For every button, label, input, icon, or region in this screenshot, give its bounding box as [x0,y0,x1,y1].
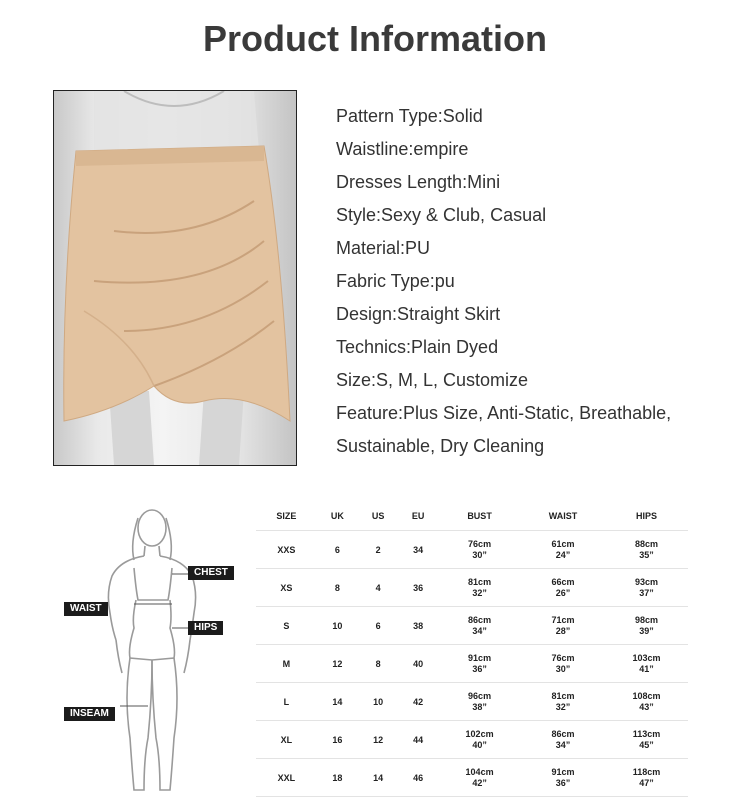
cell-us: 4 [358,569,398,607]
cell-bust-in: 42” [472,777,487,788]
cell-bust-in: 34” [472,625,487,636]
spec-size: Size:S, M, L, Customize [336,370,529,390]
cell-eu: 38 [398,607,438,645]
cell-uk: 10 [317,607,358,645]
cell-waist-cm: 91cm [551,766,575,777]
cell-waist [521,607,605,645]
cell-hips [605,531,688,569]
header-eu: EU [411,511,425,521]
spec-style: Style:Sexy & Club, Casual [336,205,547,225]
cell-size: XXS [256,531,317,569]
cell-waist-in: 34” [555,739,571,750]
cell-hips-cm: 88cm [635,538,659,549]
cell-size: XXL [256,759,317,797]
header-waist: WAIST [548,511,578,521]
cell-hips-in: 37” [639,587,654,598]
cell-bust [438,607,521,645]
spec-waistline: Waistline:empire [336,139,469,159]
cell-size: XS [256,569,317,607]
cell-bust [438,531,521,569]
cell-waist-cm: 81cm [551,690,575,701]
cell-waist [521,569,605,607]
cell-bust-cm: 81cm [468,576,492,587]
cell-eu: 40 [398,645,438,683]
cell-hips-in: 39” [639,625,654,636]
cell-hips-in: 45” [639,739,654,750]
size-chart-header-row [256,502,688,531]
cell-waist-in: 24” [555,549,571,560]
cell-hips [605,683,688,721]
cell-bust-cm: 91cm [468,652,492,663]
cell-bust [438,759,521,797]
cell-eu: 36 [398,569,438,607]
cell-uk: 8 [317,569,358,607]
waist-label: WAIST [64,602,108,616]
inseam-label: INSEAM [64,707,115,721]
cell-uk: 6 [317,531,358,569]
cell-waist-cm: 66cm [551,576,575,587]
cell-hips-cm: 108cm [632,690,661,701]
cell-waist [521,683,605,721]
header-bust: BUST [467,511,492,521]
cell-hips-cm: 93cm [635,576,659,587]
cell-size: L [256,683,317,721]
cell-uk: 14 [317,683,358,721]
cell-hips [605,607,688,645]
cell-hips-cm: 98cm [635,614,659,625]
header-uk: UK [330,511,344,521]
page-title: Product Information [203,18,547,59]
cell-waist-cm: 86cm [551,728,575,739]
cell-waist [521,531,605,569]
cell-waist [521,645,605,683]
table-row [256,721,688,759]
cell-bust [438,569,521,607]
table-row [256,645,688,683]
table-row [256,569,688,607]
cell-hips-in: 41” [639,663,654,674]
cell-size: M [256,645,317,683]
cell-bust-cm: 76cm [468,538,492,549]
cell-us: 2 [358,531,398,569]
cell-bust-in: 40” [472,739,487,750]
cell-bust-cm: 104cm [465,766,494,777]
cell-waist-in: 30” [555,663,571,674]
cell-hips-cm: 118cm [632,766,661,777]
cell-hips-in: 47” [639,777,654,788]
cell-waist-in: 36” [555,777,571,788]
cell-us: 8 [358,645,398,683]
cell-bust-in: 32” [472,587,487,598]
table-row [256,531,688,569]
cell-hips-in: 35” [639,549,654,560]
cell-bust-in: 38” [472,701,487,712]
body-measurement-figure [60,498,250,798]
cell-bust [438,683,521,721]
cell-waist-cm: 76cm [551,652,575,663]
cell-us: 10 [358,683,398,721]
spec-fabric-type: Fabric Type:pu [336,271,455,291]
cell-bust [438,721,521,759]
cell-waist-cm: 61cm [551,538,575,549]
header-size: SIZE [276,511,297,521]
header-hips: HIPS [636,511,658,521]
product-photo [53,90,297,466]
cell-uk: 16 [317,721,358,759]
cell-us: 14 [358,759,398,797]
spec-length: Dresses Length:Mini [336,172,501,192]
cell-bust-cm: 102cm [465,728,494,739]
cell-bust-cm: 96cm [468,690,492,701]
spec-technics: Technics:Plain Dyed [336,337,499,357]
spec-feature: Feature:Plus Size, Anti-Static, Breathable, [336,403,672,423]
cell-size: XL [256,721,317,759]
cell-bust [438,645,521,683]
cell-uk: 18 [317,759,358,797]
cell-eu: 46 [398,759,438,797]
cell-eu: 44 [398,721,438,759]
cell-waist-in: 26” [555,587,571,598]
spec-feature-cont: Sustainable, Dry Cleaning [336,436,545,456]
chest-label: CHEST [188,566,234,580]
cell-size: S [256,607,317,645]
table-row [256,607,688,645]
cell-uk: 12 [317,645,358,683]
table-row [256,683,688,721]
cell-hips [605,569,688,607]
cell-waist [521,759,605,797]
cell-hips-in: 43” [639,701,654,712]
cell-waist [521,721,605,759]
cell-us: 6 [358,607,398,645]
body-outline-icon [60,498,250,798]
cell-waist-cm: 71cm [551,614,575,625]
spec-list [336,100,736,463]
spec-design: Design:Straight Skirt [336,304,501,324]
hips-label: HIPS [188,621,223,635]
cell-bust-in: 30” [472,549,487,560]
header-us: US [371,511,385,521]
cell-eu: 34 [398,531,438,569]
size-chart-table [256,502,688,797]
cell-waist-in: 28” [555,625,571,636]
cell-hips-cm: 103cm [632,652,661,663]
spec-material: Material:PU [336,238,431,258]
cell-eu: 42 [398,683,438,721]
table-row [256,759,688,797]
cell-bust-cm: 86cm [468,614,492,625]
cell-hips [605,645,688,683]
cell-us: 12 [358,721,398,759]
cell-waist-in: 32” [555,701,571,712]
cell-hips [605,759,688,797]
spec-pattern-type: Pattern Type:Solid [336,106,483,126]
cell-bust-in: 36” [472,663,487,674]
cell-hips [605,721,688,759]
cell-hips-cm: 113cm [632,728,661,739]
